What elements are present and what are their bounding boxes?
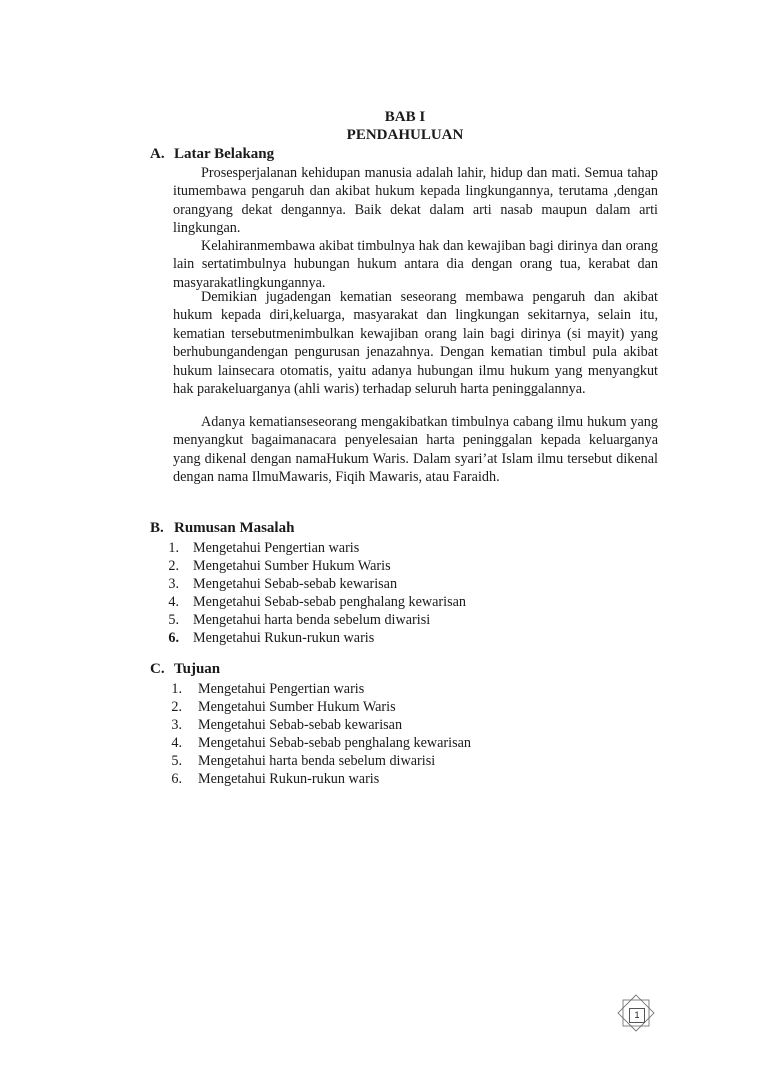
section-c-heading (150, 660, 220, 679)
list-item (164, 698, 471, 716)
list-number: 5. (171, 753, 182, 769)
list-item (164, 734, 471, 752)
list-text: Mengetahui Sebab-sebab kewarisan (198, 717, 403, 733)
list-text: Mengetahui harta benda sebelum diwarisi (193, 612, 431, 628)
section-b-letter: B. (150, 520, 164, 536)
rumusan-masalah-list (161, 539, 466, 647)
list-item (164, 716, 471, 734)
list-text: Mengetahui Sebab-sebab kewarisan (193, 576, 398, 592)
list-item (164, 752, 471, 770)
list-text: Mengetahui harta benda sebelum diwarisi (198, 753, 436, 769)
list-number: 2. (171, 699, 182, 715)
paragraph-2: Kelahiranmembawa akibat timbulnya hak dan kewajiban bagi dirinya dan orang lain sertatimbulnya hubungan hukum antara dia dengan orang tua, kerabat dan masyarakatlingkungannya. (173, 238, 658, 291)
section-a-letter: A. (150, 146, 165, 162)
list-item (164, 680, 471, 698)
paragraph-3: Demikian jugadengan kematian seseorang membawa pengaruh dan akibat hukum kepada diri,keluarga, masyarakat dan lingkungan sekitarnya, selain itu, kematian tersebutmenimbulkan kewajiban orang lain bagi dirinya (si mayit) yang berhubungandengan pengurusan jenazahnya. Dengan kematian timbul pula akibat hukum lainsecara otomatis, yaitu adanya hubungan ilmu hukum yang menyangkut hak parakeluarganya (ahli waris) terhadap seluruh harta peninggalannya. (173, 289, 658, 398)
list-item (161, 539, 466, 557)
section-c-title: Tujuan (174, 661, 221, 677)
list-text: Mengetahui Sebab-sebab penghalang kewarisan (198, 735, 472, 751)
list-item (161, 593, 466, 611)
list-item (161, 629, 466, 647)
list-text: Mengetahui Rukun-rukun waris (198, 771, 380, 787)
list-item (161, 557, 466, 575)
paragraph-1: Prosesperjalanan kehidupan manusia adalah lahir, hidup dan mati. Semua tahap itumembawa pengaruh dan akibat hukum kepada lingkungannya, terutama ,dengan orangyang dekat dengannya. Baik dekat dalam arti nasab maupun dalam arti lingkungan. (173, 165, 658, 237)
tujuan-list (164, 680, 471, 788)
list-item (161, 575, 466, 593)
list-item (164, 770, 471, 788)
list-text: Mengetahui Pengertian waris (198, 681, 365, 697)
section-b-heading (150, 519, 294, 538)
section-a-title: Latar Belakang (174, 146, 275, 162)
list-number: 2. (168, 558, 179, 574)
list-number: 3. (168, 576, 179, 592)
section-a-heading (150, 145, 274, 164)
list-number: 3. (171, 717, 182, 733)
section-b-title: Rumusan Masalah (174, 520, 295, 536)
list-text: Mengetahui Pengertian waris (193, 540, 360, 556)
list-number: 6. (168, 630, 179, 646)
list-text: Mengetahui Sumber Hukum Waris (198, 699, 396, 715)
list-number: 6. (171, 771, 182, 787)
list-number: 4. (171, 735, 182, 751)
list-number: 1. (171, 681, 182, 697)
list-number: 1. (168, 540, 179, 556)
list-text: Mengetahui Sebab-sebab penghalang kewarisan (193, 594, 467, 610)
list-number: 4. (168, 594, 179, 610)
section-c-letter: C. (150, 661, 165, 677)
chapter-label: BAB I (384, 109, 426, 125)
list-text: Mengetahui Rukun-rukun waris (193, 630, 375, 646)
list-text: Mengetahui Sumber Hukum Waris (193, 558, 391, 574)
chapter-title: PENDAHULUAN (346, 127, 464, 143)
paragraph-4: Adanya kematianseseorang mengakibatkan timbulnya cabang ilmu hukum yang menyangkut bagaimanacara penyelesaian harta peninggalan kepada keluarganya yang dikenal dengan namaHukum Waris. Dalam syari’at Islam ilmu tersebut dikenal dengan nama IlmuMawaris, Fiqih Mawaris, atau Faraidh. (173, 414, 658, 486)
list-item (161, 611, 466, 629)
list-number: 5. (168, 612, 179, 628)
page-number: 1 (629, 1008, 645, 1023)
